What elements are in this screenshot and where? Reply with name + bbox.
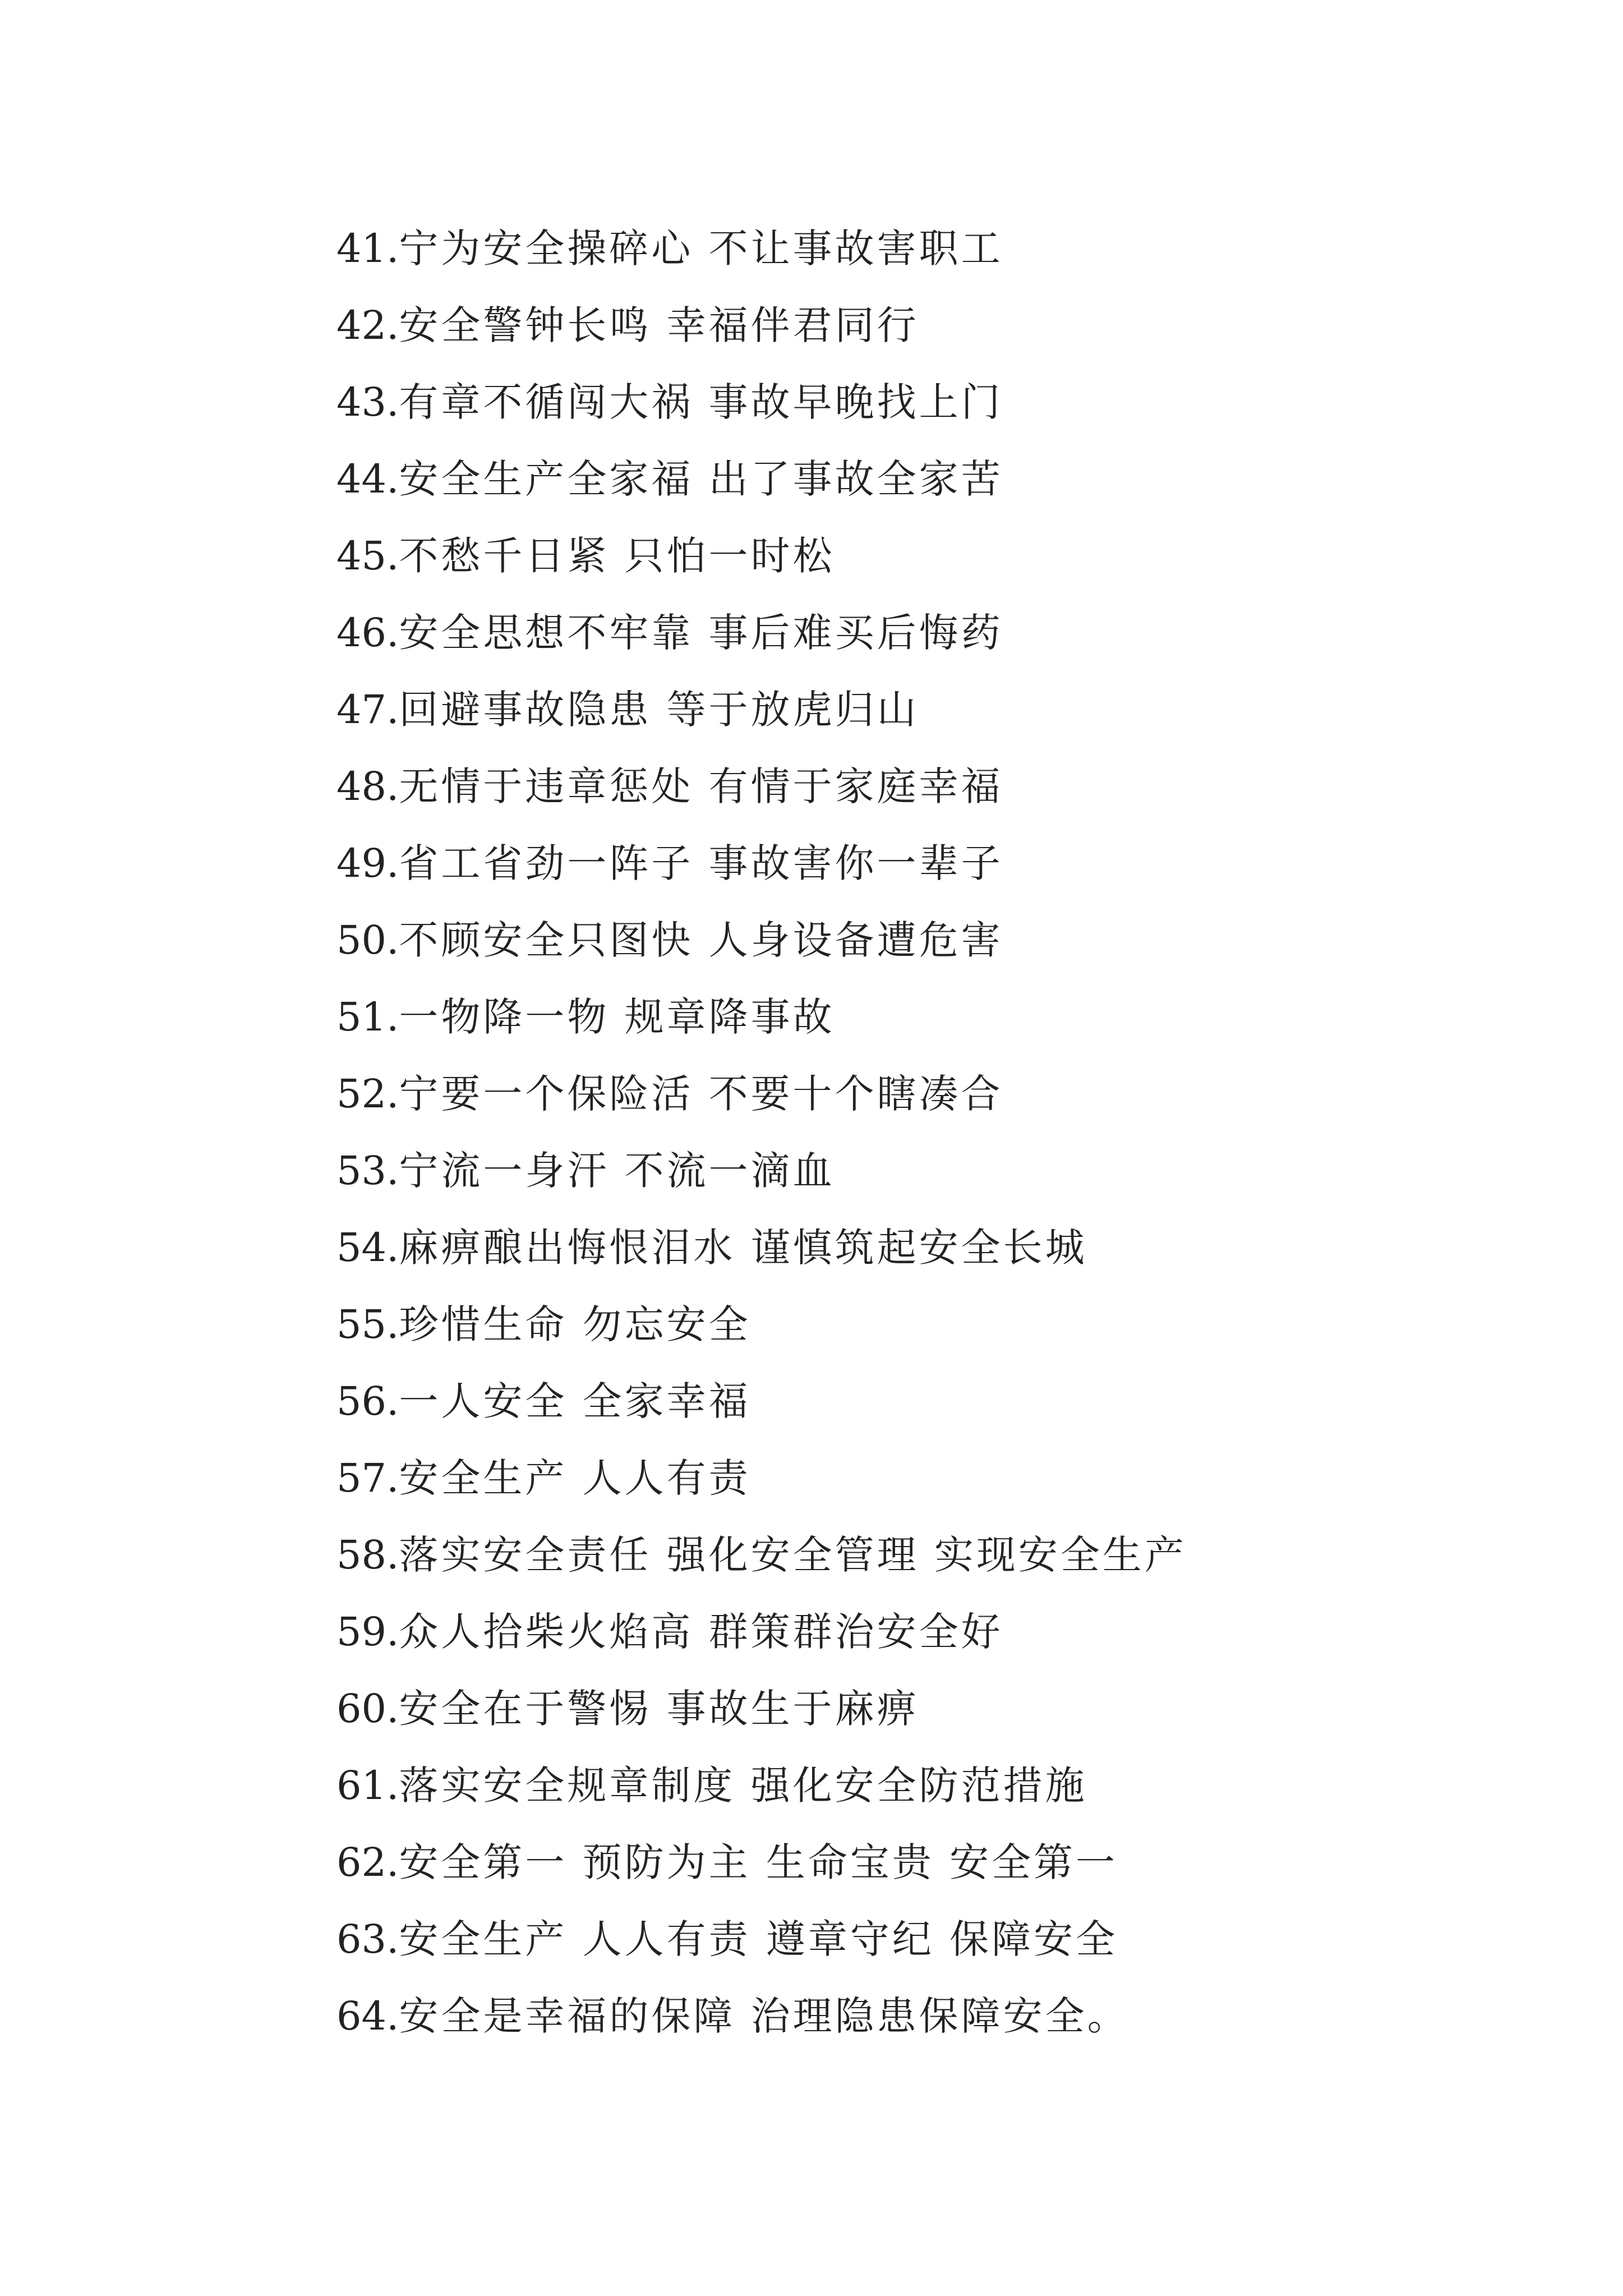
item-text: 回避事故隐患 等于放虎归山: [399, 687, 919, 733]
item-number: 57.: [336, 1455, 399, 1501]
item-number: 54.: [336, 1225, 399, 1271]
list-item: [336, 1209, 1458, 1286]
item-number: 64.: [336, 1993, 399, 2039]
item-text: 有章不循闯大祸 事故早晚找上门: [399, 379, 1003, 425]
item-text: 一人安全 全家幸福: [399, 1378, 751, 1424]
list-item: [336, 1133, 1458, 1209]
item-text: 落实安全规章制度 强化安全防范措施: [399, 1763, 1087, 1809]
list-item: [336, 1824, 1458, 1901]
list-item: [336, 210, 1458, 287]
list-item: [336, 1517, 1458, 1594]
list-item: [336, 671, 1458, 748]
item-text: 不顾安全只图快 人身设备遭危害: [399, 917, 1003, 963]
item-number: 58.: [336, 1532, 399, 1578]
list-item: [336, 1286, 1458, 1363]
item-number: 47.: [336, 687, 399, 733]
item-text: 不愁千日紧 只怕一时松: [399, 533, 835, 579]
item-text: 宁流一身汗 不流一滴血: [399, 1148, 835, 1194]
item-text: 安全生产 人人有责 遵章守纪 保障安全: [399, 1916, 1118, 1962]
item-number: 61.: [336, 1763, 399, 1809]
slogan-list: [336, 210, 1458, 2055]
item-number: 55.: [336, 1301, 399, 1347]
item-text: 安全是幸福的保障 治理隐患保障安全。: [399, 1993, 1129, 2039]
list-item: [336, 825, 1458, 902]
list-item: [336, 287, 1458, 364]
list-item: [336, 1978, 1458, 2055]
list-item: [336, 902, 1458, 979]
item-number: 50.: [336, 917, 399, 963]
item-number: 63.: [336, 1916, 399, 1962]
item-number: 41.: [336, 226, 399, 272]
item-text: 安全思想不牢靠 事后难买后悔药: [399, 610, 1003, 656]
list-item: [336, 595, 1458, 671]
list-item: [336, 1747, 1458, 1824]
list-item: [336, 1901, 1458, 1978]
list-item: [336, 1440, 1458, 1517]
item-text: 安全警钟长鸣 幸福伴君同行: [399, 302, 919, 348]
item-text: 珍惜生命 勿忘安全: [399, 1301, 751, 1347]
item-text: 众人拾柴火焰高 群策群治安全好: [399, 1609, 1003, 1655]
item-number: 53.: [336, 1148, 399, 1194]
item-text: 安全在于警惕 事故生于麻痹: [399, 1686, 919, 1732]
list-item: [336, 1363, 1458, 1440]
list-item: [336, 979, 1458, 1056]
item-number: 42.: [336, 302, 399, 348]
item-number: 62.: [336, 1839, 399, 1885]
item-text: 落实安全责任 强化安全管理 实现安全生产: [399, 1532, 1187, 1578]
item-number: 45.: [336, 533, 399, 579]
item-number: 60.: [336, 1686, 399, 1732]
item-text: 安全第一 预防为主 生命宝贵 安全第一: [399, 1839, 1118, 1885]
item-text: 麻痹酿出悔恨泪水 谨慎筑起安全长城: [399, 1225, 1087, 1271]
item-text: 安全生产 人人有责: [399, 1455, 751, 1501]
list-item: [336, 1056, 1458, 1133]
item-number: 56.: [336, 1378, 399, 1424]
item-text: 宁为安全操碎心 不让事故害职工: [399, 226, 1003, 272]
item-number: 48.: [336, 763, 399, 809]
list-item: [336, 748, 1458, 825]
item-text: 安全生产全家福 出了事故全家苦: [399, 456, 1003, 502]
item-text: 省工省劲一阵子 事故害你一辈子: [399, 840, 1003, 886]
item-text: 一物降一物 规章降事故: [399, 994, 835, 1040]
list-item: [336, 1594, 1458, 1671]
item-number: 44.: [336, 456, 399, 502]
item-number: 43.: [336, 379, 399, 425]
item-number: 52.: [336, 1071, 399, 1117]
item-text: 无情于违章惩处 有情于家庭幸福: [399, 763, 1003, 809]
item-number: 49.: [336, 840, 399, 886]
item-number: 46.: [336, 610, 399, 656]
item-number: 59.: [336, 1609, 399, 1655]
list-item: [336, 364, 1458, 441]
item-text: 宁要一个保险活 不要十个瞎凑合: [399, 1071, 1003, 1117]
item-number: 51.: [336, 994, 399, 1040]
list-item: [336, 1671, 1458, 1747]
list-item: [336, 441, 1458, 518]
list-item: [336, 518, 1458, 595]
